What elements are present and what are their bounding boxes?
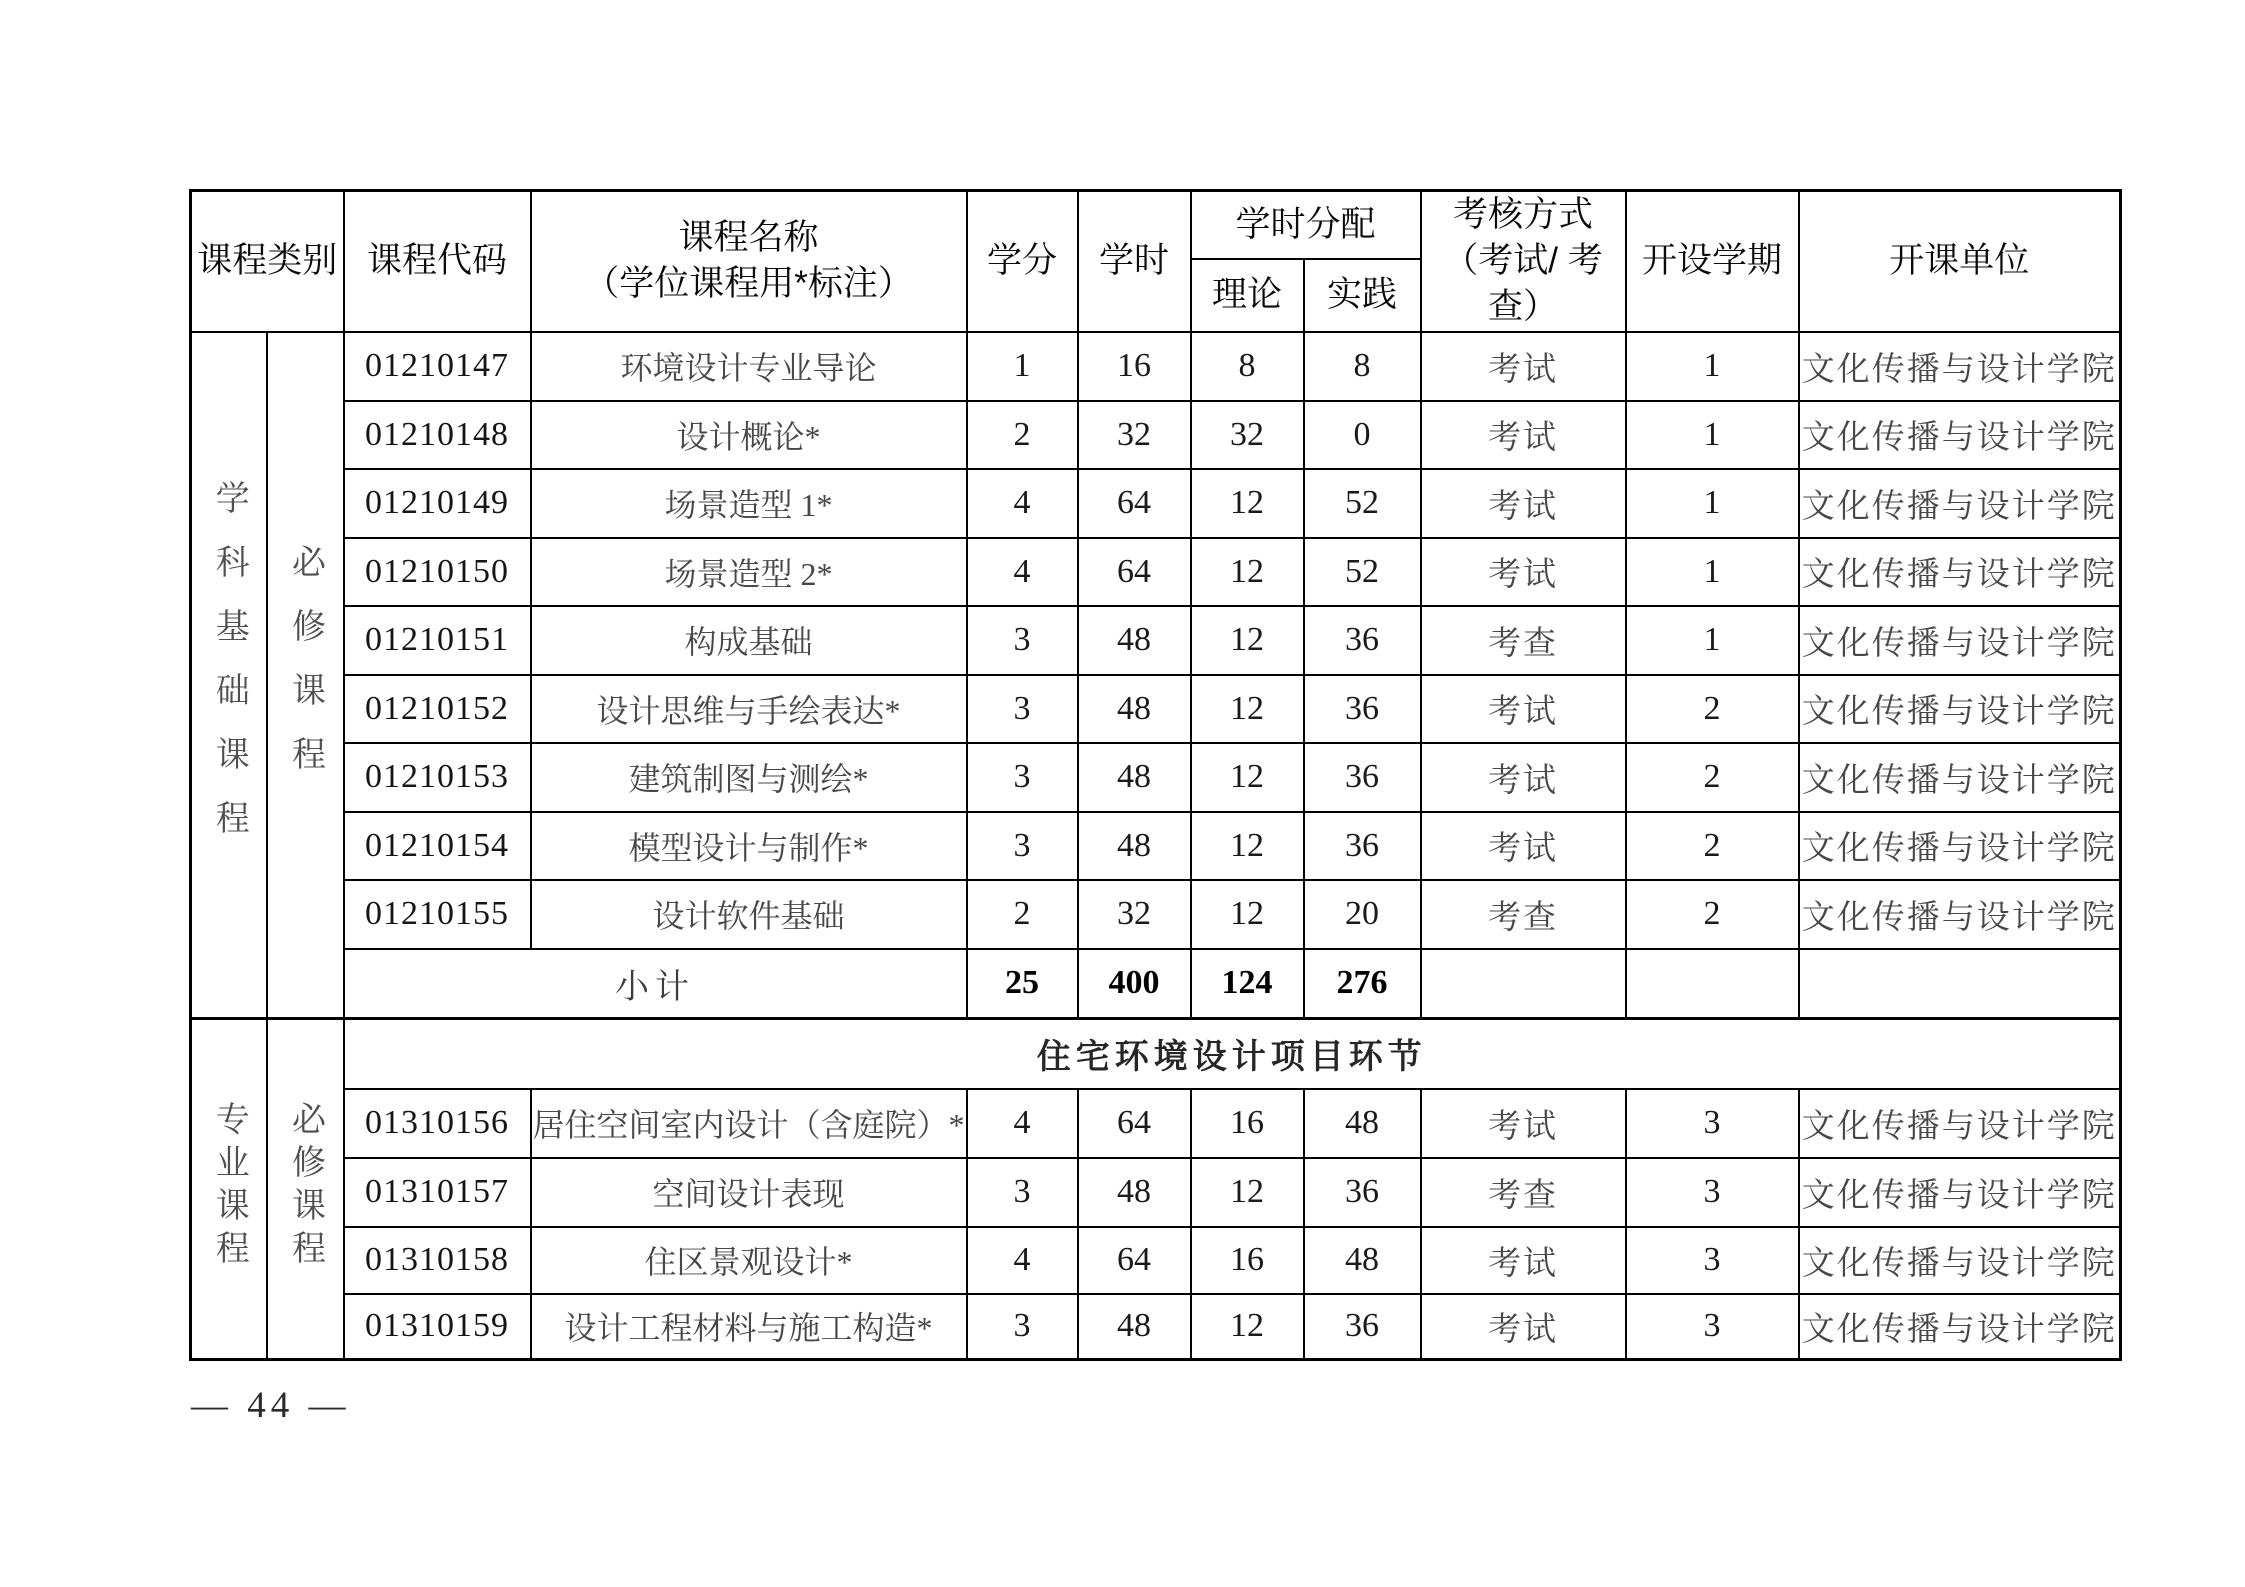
course-code-cell: 01210149	[344, 469, 531, 538]
practice-cell: 36	[1304, 675, 1421, 743]
table-row	[191, 401, 2121, 469]
course-name-cell: 环境设计专业导论	[531, 332, 967, 401]
hours-cell: 64	[1078, 1089, 1191, 1158]
course-name-cell: 设计思维与手绘表达*	[531, 675, 967, 743]
subtotal-assess-cell	[1421, 949, 1626, 1019]
assess-cell: 考试	[1421, 332, 1626, 401]
course-name-cell: 模型设计与制作*	[531, 812, 967, 880]
course-name-cell: 构成基础	[531, 606, 967, 675]
section2-banner-row	[191, 1019, 2121, 1089]
hours-cell: 48	[1078, 812, 1191, 880]
theory-cell: 12	[1191, 743, 1304, 812]
semester-cell: 2	[1626, 743, 1799, 812]
course-code-cell: 01310157	[344, 1158, 531, 1227]
col-header-hours-split: 学时分配	[1191, 191, 1421, 260]
col-header-theory: 理论	[1191, 259, 1304, 331]
hours-cell: 48	[1078, 675, 1191, 743]
unit-cell: 文化传播与设计学院	[1799, 1227, 2121, 1294]
theory-cell: 12	[1191, 880, 1304, 949]
credit-cell: 3	[967, 606, 1078, 675]
unit-cell: 文化传播与设计学院	[1799, 812, 2121, 880]
unit-cell: 文化传播与设计学院	[1799, 1158, 2121, 1227]
course-code-cell: 01210155	[344, 880, 531, 949]
hours-cell: 48	[1078, 743, 1191, 812]
course-name-cell: 建筑制图与测绘*	[531, 743, 967, 812]
course-name-cell: 场景造型 1*	[531, 469, 967, 538]
table-row	[191, 1089, 2121, 1158]
assess-cell: 考试	[1421, 812, 1626, 880]
semester-cell: 3	[1626, 1294, 1799, 1360]
course-code-cell: 01210152	[344, 675, 531, 743]
col-header-assess-line2: （考试/ 考查）	[1443, 241, 1603, 327]
practice-cell: 36	[1304, 743, 1421, 812]
table-row	[191, 743, 2121, 812]
unit-cell: 文化传播与设计学院	[1799, 606, 2121, 675]
theory-cell: 12	[1191, 1294, 1304, 1360]
credit-cell: 3	[967, 1158, 1078, 1227]
assess-cell: 考试	[1421, 538, 1626, 606]
semester-cell: 1	[1626, 538, 1799, 606]
semester-cell: 3	[1626, 1158, 1799, 1227]
subtotal-credit-cell: 25	[967, 949, 1078, 1019]
course-code-cell: 01210154	[344, 812, 531, 880]
practice-cell: 48	[1304, 1227, 1421, 1294]
assess-cell: 考试	[1421, 675, 1626, 743]
assess-cell: 考查	[1421, 606, 1626, 675]
col-header-category: 课程类别	[191, 191, 344, 332]
credit-cell: 3	[967, 812, 1078, 880]
category-label-text: 专业课程	[210, 1100, 248, 1273]
unit-cell: 文化传播与设计学院	[1799, 401, 2121, 469]
credit-cell: 4	[967, 538, 1078, 606]
subcategory-label-section1	[267, 332, 344, 1019]
col-header-name-line2: （学位课程用*标注）	[584, 264, 913, 304]
col-header-credit: 学分	[967, 191, 1078, 332]
unit-cell: 文化传播与设计学院	[1799, 880, 2121, 949]
unit-cell: 文化传播与设计学院	[1799, 743, 2121, 812]
semester-cell: 3	[1626, 1089, 1799, 1158]
theory-cell: 32	[1191, 401, 1304, 469]
hours-cell: 32	[1078, 401, 1191, 469]
curriculum-table	[189, 189, 2122, 1361]
theory-cell: 12	[1191, 538, 1304, 606]
course-code-cell: 01210148	[344, 401, 531, 469]
theory-cell: 12	[1191, 606, 1304, 675]
hours-cell: 48	[1078, 1294, 1191, 1360]
course-code-cell: 01210151	[344, 606, 531, 675]
assess-cell: 考试	[1421, 401, 1626, 469]
course-name-cell: 设计工程材料与施工构造*	[531, 1294, 967, 1360]
credit-cell: 3	[967, 675, 1078, 743]
practice-cell: 52	[1304, 538, 1421, 606]
hours-cell: 64	[1078, 538, 1191, 606]
practice-cell: 20	[1304, 880, 1421, 949]
table-row	[191, 538, 2121, 606]
course-code-cell: 01210147	[344, 332, 531, 401]
course-code-cell: 01310158	[344, 1227, 531, 1294]
page-number: — 44 —	[191, 1385, 351, 1426]
unit-cell: 文化传播与设计学院	[1799, 675, 2121, 743]
category-label-section2	[191, 1019, 267, 1360]
subcategory-label-section2	[267, 1019, 344, 1360]
table-row	[191, 1294, 2121, 1360]
course-name-cell: 空间设计表现	[531, 1158, 967, 1227]
subtotal-practice-cell: 276	[1304, 949, 1421, 1019]
section-banner-cell: 住宅环境设计项目环节	[344, 1019, 2121, 1089]
assess-cell: 考查	[1421, 1158, 1626, 1227]
table-row	[191, 606, 2121, 675]
hours-cell: 32	[1078, 880, 1191, 949]
practice-cell: 36	[1304, 1294, 1421, 1360]
unit-cell: 文化传播与设计学院	[1799, 1294, 2121, 1360]
course-name-cell: 设计软件基础	[531, 880, 967, 949]
practice-cell: 48	[1304, 1089, 1421, 1158]
assess-cell: 考试	[1421, 1089, 1626, 1158]
practice-cell: 36	[1304, 812, 1421, 880]
credit-cell: 3	[967, 743, 1078, 812]
header-row-1	[191, 191, 2121, 260]
subcategory-label-text: 必修课程	[286, 544, 324, 801]
category-label-section1	[191, 332, 267, 1019]
table-row	[191, 880, 2121, 949]
col-header-name-line1: 课程名称	[678, 218, 819, 258]
semester-cell: 2	[1626, 880, 1799, 949]
semester-cell: 1	[1626, 401, 1799, 469]
course-name-cell: 场景造型 2*	[531, 538, 967, 606]
col-header-assess-line1: 考核方式	[1453, 195, 1594, 234]
course-code-cell: 01310156	[344, 1089, 531, 1158]
table-row	[191, 1227, 2121, 1294]
course-name-cell: 住区景观设计*	[531, 1227, 967, 1294]
col-header-code: 课程代码	[344, 191, 531, 332]
subtotal-theory-cell: 124	[1191, 949, 1304, 1019]
course-code-cell: 01210153	[344, 743, 531, 812]
table-row	[191, 812, 2121, 880]
assess-cell: 考试	[1421, 469, 1626, 538]
credit-cell: 4	[967, 469, 1078, 538]
credit-cell: 2	[967, 401, 1078, 469]
table-row	[191, 332, 2121, 401]
subtotal-label-cell: 小计	[344, 949, 967, 1019]
semester-cell: 1	[1626, 469, 1799, 538]
hours-cell: 16	[1078, 332, 1191, 401]
table-row	[191, 675, 2121, 743]
hours-cell: 48	[1078, 606, 1191, 675]
subtotal-hours-cell: 400	[1078, 949, 1191, 1019]
assess-cell: 考试	[1421, 1294, 1626, 1360]
theory-cell: 12	[1191, 469, 1304, 538]
credit-cell: 1	[967, 332, 1078, 401]
practice-cell: 36	[1304, 606, 1421, 675]
subtotal-unit-cell	[1799, 949, 2121, 1019]
credit-cell: 2	[967, 880, 1078, 949]
course-code-cell: 01310159	[344, 1294, 531, 1360]
theory-cell: 12	[1191, 812, 1304, 880]
credit-cell: 3	[967, 1294, 1078, 1360]
unit-cell: 文化传播与设计学院	[1799, 332, 2121, 401]
table-row	[191, 469, 2121, 538]
unit-cell: 文化传播与设计学院	[1799, 1089, 2121, 1158]
semester-cell: 2	[1626, 675, 1799, 743]
course-code-cell: 01210150	[344, 538, 531, 606]
semester-cell: 1	[1626, 332, 1799, 401]
practice-cell: 0	[1304, 401, 1421, 469]
hours-cell: 48	[1078, 1158, 1191, 1227]
subtotal-semester-cell	[1626, 949, 1799, 1019]
subcategory-label-text: 必修课程	[286, 1100, 324, 1273]
course-name-cell: 居住空间室内设计（含庭院）*	[531, 1089, 967, 1158]
assess-cell: 考试	[1421, 1227, 1626, 1294]
unit-cell: 文化传播与设计学院	[1799, 469, 2121, 538]
theory-cell: 12	[1191, 1158, 1304, 1227]
semester-cell: 3	[1626, 1227, 1799, 1294]
col-header-practice: 实践	[1304, 259, 1421, 331]
practice-cell: 36	[1304, 1158, 1421, 1227]
hours-cell: 64	[1078, 1227, 1191, 1294]
course-name-cell: 设计概论*	[531, 401, 967, 469]
col-header-unit: 开课单位	[1799, 191, 2121, 332]
unit-cell: 文化传播与设计学院	[1799, 538, 2121, 606]
credit-cell: 4	[967, 1089, 1078, 1158]
semester-cell: 1	[1626, 606, 1799, 675]
practice-cell: 8	[1304, 332, 1421, 401]
table-row	[191, 1158, 2121, 1227]
assess-cell: 考查	[1421, 880, 1626, 949]
subtotal-row	[191, 949, 2121, 1019]
theory-cell: 16	[1191, 1227, 1304, 1294]
theory-cell: 16	[1191, 1089, 1304, 1158]
hours-cell: 64	[1078, 469, 1191, 538]
theory-cell: 8	[1191, 332, 1304, 401]
practice-cell: 52	[1304, 469, 1421, 538]
assess-cell: 考试	[1421, 743, 1626, 812]
theory-cell: 12	[1191, 675, 1304, 743]
col-header-hours: 学时	[1078, 191, 1191, 332]
col-header-name	[531, 191, 967, 332]
col-header-assess	[1421, 191, 1626, 332]
category-label-text: 学科基础课程	[210, 480, 248, 865]
col-header-semester: 开设学期	[1626, 191, 1799, 332]
semester-cell: 2	[1626, 812, 1799, 880]
credit-cell: 4	[967, 1227, 1078, 1294]
